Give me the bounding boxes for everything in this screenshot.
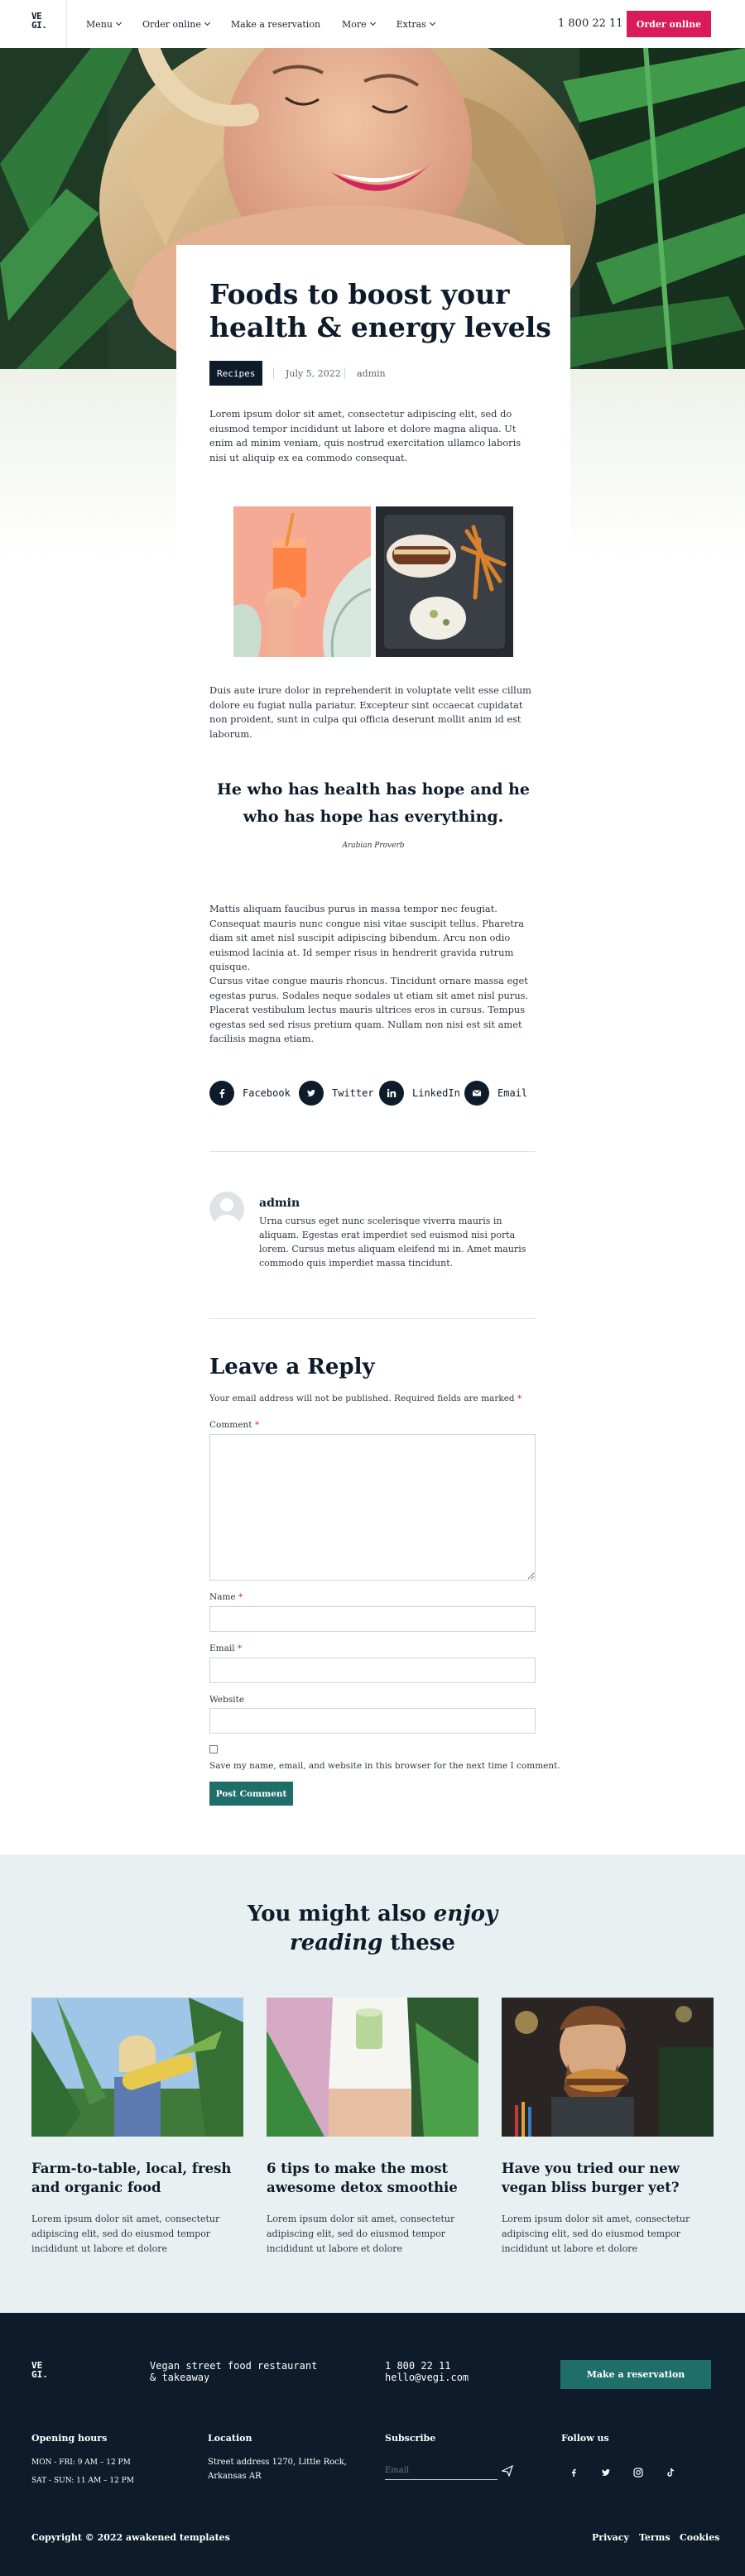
label-text: Name (209, 1592, 236, 1602)
meta-divider (273, 367, 274, 379)
article-paragraph-4: Cursus vitae congue mauris rhoncus. Tincidunt ornare massa eget egestas purus. Sodales neque sodales ut etiam sit amet nisl purus. Placerat vestibulum lectus mauris ultrices eros in cursus. Tempus egestas sed sed risus pretium quam. Nullam non nisi est sit amet facilisis magna etiam. (209, 975, 529, 1044)
twitter-icon (299, 1081, 324, 1106)
share-label: Facebook (243, 1087, 291, 1099)
website-field[interactable] (209, 1708, 536, 1734)
tagline-line: & takeaway (150, 2372, 210, 2383)
nav-menu[interactable] (86, 19, 121, 30)
nav-extras[interactable] (397, 19, 435, 30)
footer-contact (385, 2360, 469, 2383)
name-field[interactable] (209, 1606, 536, 1632)
name-label (209, 1592, 243, 1602)
hours-heading: Opening hours (31, 2433, 108, 2444)
avatar (209, 1192, 244, 1226)
article-paragraph-3: Mattis aliquam faucibus purus in massa tempor nec feugiat. Consequat mauris nunc congue nisi vitae suscipit tellus. Pharetra diam sit amet nisl suscipit adipiscing bibendum. Arcu non odio euismod lacinia at. Id semper risus in hendrerit gravida rutrum quisque. (209, 903, 525, 972)
nav-label: More (342, 18, 367, 30)
logo-text: VE GI. (31, 11, 47, 31)
facebook-icon (209, 1081, 234, 1106)
comment-label (209, 1420, 259, 1430)
article-author[interactable]: admin (357, 368, 386, 379)
related-image-1[interactable] (31, 1998, 243, 2137)
footer-phone[interactable]: 1 800 22 11 (385, 2360, 451, 2372)
article-date: July 5, 2022 (286, 368, 341, 379)
email-label (209, 1643, 242, 1653)
nav-label: Order online (142, 18, 201, 30)
pull-quote: He who has health has hope and he who has hope has everything. (216, 780, 531, 826)
meta-divider (344, 367, 345, 379)
share-linkedin[interactable] (379, 1081, 460, 1106)
tiktok-icon[interactable] (662, 2464, 679, 2481)
email-field[interactable] (209, 1657, 536, 1683)
header-phone[interactable]: 1 800 22 11 (558, 17, 623, 30)
opening-hours (31, 2454, 134, 2490)
related-heading (0, 1900, 745, 1958)
chevron-down-icon (430, 20, 435, 26)
footer-link-cookies[interactable]: Cookies (680, 2532, 720, 2543)
footer-link-terms[interactable]: Terms (639, 2532, 670, 2543)
nav-more[interactable] (342, 19, 375, 30)
footer-tagline (150, 2360, 317, 2383)
address-line: Arkansas AR (208, 2472, 262, 2481)
required-mark: * (254, 1420, 260, 1430)
twitter-icon[interactable] (598, 2464, 614, 2481)
burger-man-illustration (502, 1998, 714, 2137)
linkedin-icon (379, 1081, 404, 1106)
divider (209, 1318, 536, 1319)
article-paragraph-2: Duis aute irure dolor in reprehenderit in voluptate velit esse cillum dolore eu fugiat nulla pariatur. Excepteur sint occaecat cupidatat non proident, sunt in culpa qui officia deserunt mollit anim id est laborum. (209, 684, 531, 740)
share-twitter[interactable] (299, 1081, 374, 1106)
heading-part: You might also (247, 1902, 426, 1926)
related-title-1[interactable]: Farm-to-table, local, fresh and organic food (31, 2161, 232, 2195)
hours-line: SAT - SUN: 11 AM – 12 PM (31, 2477, 134, 2485)
related-excerpt-1: Lorem ipsum dolor sit amet, consectetur adipiscing elit, sed do eiusmod tempor incididunt ut labore et dolore (31, 2214, 220, 2254)
main-nav (86, 0, 435, 48)
related-excerpt-2: Lorem ipsum dolor sit amet, consectetur adipiscing elit, sed do eiusmod tempor incididunt ut labore et dolore (267, 2214, 455, 2254)
site-header (0, 0, 745, 48)
heading-emphasis: reading (290, 1931, 383, 1955)
vegan-food-image (376, 506, 513, 657)
footer-email[interactable]: hello@vegi.com (385, 2372, 469, 2383)
food-plate-illustration (376, 506, 513, 657)
required-mark: * (238, 1592, 243, 1602)
logo-text: VE GI. (31, 2360, 48, 2380)
facebook-icon[interactable] (565, 2464, 582, 2481)
share-facebook[interactable] (209, 1081, 291, 1106)
smoothie-image (233, 506, 371, 657)
chevron-down-icon (116, 20, 122, 26)
article-intro: Lorem ipsum dolor sit amet, consectetur adipiscing elit, sed do eiusmod tempor incididunt ut labore et dolore magna aliqua. Ut enim ad minim veniam, quis nostrud exercitation ullamco laboris nisi ut aliquip ex ea commodo consequat. (209, 408, 522, 463)
subscribe-underline (385, 2479, 497, 2480)
related-excerpt-3: Lorem ipsum dolor sit amet, consectetur adipiscing elit, sed do eiusmod tempor incididunt ut labore et dolore (502, 2214, 690, 2254)
category-tag[interactable]: Recipes (209, 361, 262, 386)
location-heading: Location (208, 2433, 252, 2444)
order-online-button[interactable]: Order online (627, 11, 711, 37)
share-label: Email (497, 1087, 528, 1099)
header-divider (66, 0, 67, 48)
nav-label: Extras (396, 18, 426, 30)
nav-label: Menu (86, 18, 113, 30)
make-reservation-button[interactable]: Make a reservation (560, 2360, 711, 2389)
save-info-label: Save my name, email, and website in this browser for the next time I comment. (209, 1761, 560, 1771)
label-text: Email (209, 1643, 235, 1653)
related-image-2[interactable] (267, 1998, 478, 2137)
related-title-3[interactable]: Have you tried our new vegan bliss burger yet? (502, 2161, 680, 2195)
required-mark: * (237, 1643, 243, 1653)
notes-text: Your email address will not be published. Required fields are marked (209, 1394, 515, 1403)
instagram-icon[interactable] (630, 2464, 646, 2481)
nav-label: Make a reservation (230, 18, 321, 30)
post-comment-button[interactable]: Post Comment (209, 1782, 293, 1806)
smoothie-illustration (233, 506, 371, 657)
heading-part: these (390, 1931, 455, 1955)
follow-heading: Follow us (561, 2433, 609, 2444)
related-image-3[interactable] (502, 1998, 714, 2137)
subscribe-email-input[interactable] (385, 2463, 484, 2478)
copyright: Copyright © 2022 awakened templates (31, 2532, 230, 2543)
author-bio: Urna cursus eget nunc scelerisque viverra mauris in aliquam. Egestas erat imperdiet sed euismod nisi porta lorem. Cursus metus aliquam eleifend mi in. Amet mauris commodo quis imperdiet massa tincidunt. (259, 1216, 526, 1269)
reply-heading: Leave a Reply (209, 1355, 375, 1379)
hours-line: MON - FRI: 9 AM – 12 PM (31, 2458, 131, 2467)
article-title: Foods to boost your health & energy levels (209, 278, 551, 343)
subscribe-heading: Subscribe (385, 2433, 436, 2444)
heading-emphasis: enjoy (433, 1902, 498, 1926)
footer-logo[interactable] (31, 2361, 50, 2379)
quote-source: Arabian Proverb (342, 842, 405, 850)
send-icon[interactable] (502, 2464, 515, 2478)
smoothie-woman-illustration (267, 1998, 478, 2137)
related-title-2[interactable]: 6 tips to make the most awesome detox smoothie (267, 2161, 458, 2195)
address-line: Street address 1270, Little Rock, (208, 2458, 347, 2467)
share-email[interactable] (464, 1081, 527, 1106)
share-label: LinkedIn (412, 1087, 460, 1099)
nav-order-online[interactable] (142, 19, 209, 30)
tagline-line: Vegan street food restaurant (150, 2360, 318, 2372)
reply-notes (209, 1394, 522, 1403)
comment-textarea[interactable] (209, 1434, 536, 1581)
share-label: Twitter (332, 1087, 374, 1099)
label-text: Comment (209, 1420, 252, 1430)
nav-make-reservation[interactable] (231, 19, 320, 30)
divider (209, 1151, 536, 1152)
site-logo[interactable] (31, 12, 50, 30)
footer-link-privacy[interactable]: Privacy (592, 2532, 629, 2543)
email-icon (464, 1081, 489, 1106)
author-name[interactable]: admin (259, 1197, 300, 1210)
required-mark: * (517, 1394, 522, 1403)
child-corn-illustration (31, 1998, 243, 2137)
location-address (208, 2455, 347, 2483)
website-label: Website (209, 1695, 245, 1705)
chevron-down-icon (370, 20, 376, 26)
chevron-down-icon (204, 20, 210, 26)
save-info-checkbox[interactable] (209, 1745, 218, 1753)
